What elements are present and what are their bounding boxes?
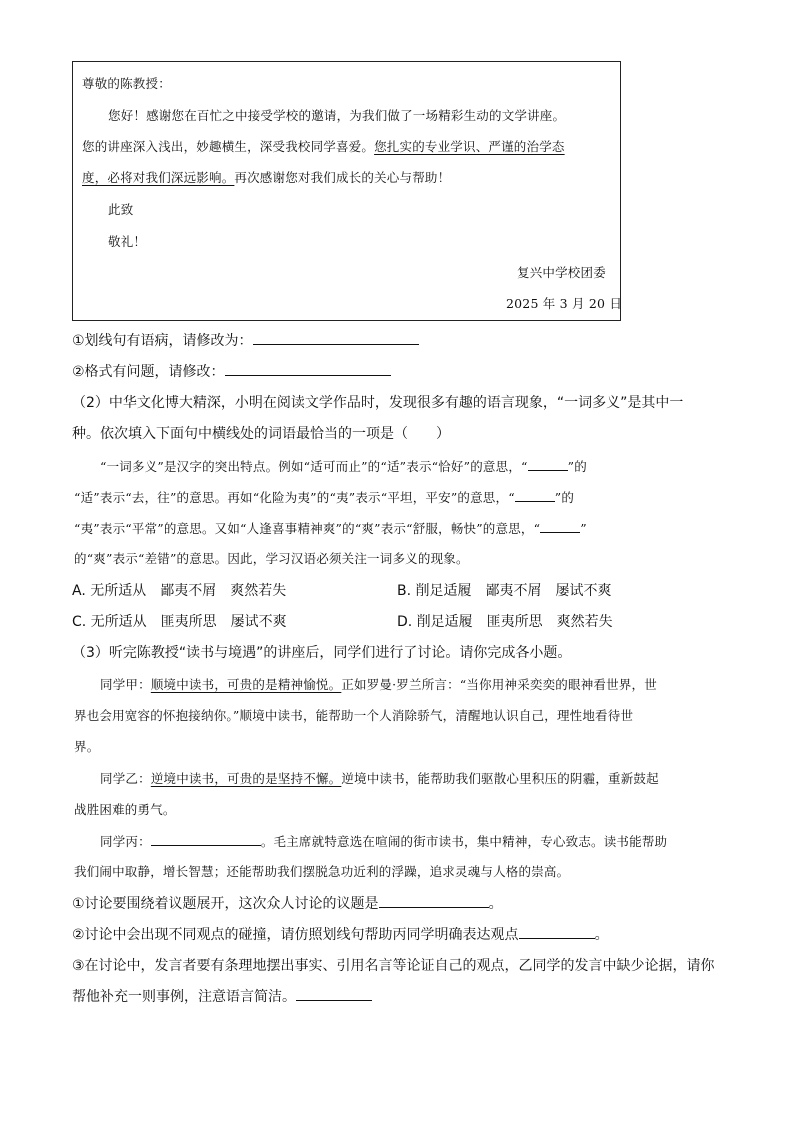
q1-item-2-text: ②格式有问题，请修改：: [72, 364, 225, 380]
q3-item-2-text: ②讨论中会出现不同观点的碰撞，请仿照划线句帮助丙同学明确表达观点: [72, 927, 519, 943]
letter-line-2-text: 您的讲座深入浅出，妙趣横生，深受我校同学喜爱。: [82, 139, 375, 154]
q2-passage-line-1: [100, 456, 587, 475]
letter-line-3-text: 再次感谢您对我们成长的关心与帮助！: [234, 170, 451, 185]
q3-item-3-text: 帮他补充一则事例，注意语言简洁。: [72, 989, 296, 1005]
q3-item-1-end: 。: [488, 896, 503, 912]
letter-salutation: 尊敬的陈教授：: [82, 76, 171, 91]
q2-stem-line-2: 种。依次填入下面句中横线处的词语最恰当的一项是（ ）: [72, 426, 450, 442]
underlined-sentence-part-2: 度，必将对我们深远影响。: [82, 170, 235, 185]
passage-blank[interactable]: [540, 518, 580, 533]
answer-blank[interactable]: [296, 986, 372, 1001]
option-d[interactable]: D. 削足适履 匪夷所思 爽然若失: [397, 614, 613, 630]
q3-item-1-text: ①讨论要围绕着议题展开，这次众人讨论的议题是: [72, 896, 379, 912]
student-label: 同学甲：: [100, 677, 151, 692]
option-a[interactable]: A. 无所适从 鄙夷不屑 爽然若失: [72, 583, 287, 599]
option-b[interactable]: B. 削足适履 鄙夷不屑 屡试不爽: [397, 583, 612, 599]
q2-passage-text: ”: [580, 521, 587, 536]
letter-paragraph-1: 您好！感谢您在百忙之中接受学校的邀请，为我们做了一场精彩生动的文学讲座。: [108, 108, 566, 123]
student-yi-viewpoint: 逆境中读书，可贵的是坚持不懈。: [150, 771, 342, 786]
student-jia-line-3: 界。: [74, 739, 100, 754]
underlined-sentence-part-1: 您扎实的专业学识、严谨的治学态: [374, 139, 565, 154]
q1-item-1: [72, 330, 419, 350]
student-yi-text: 逆境中读书，能帮助我们驱散心里积压的阴霾，重新鼓起: [341, 771, 659, 786]
student-jia-line-2: 界也会用宽容的怀抱接纳你。”顺境中读书，能帮助一个人消除骄气，清醒地认识自己，理性地看待世: [74, 708, 634, 723]
student-bing-blank[interactable]: [151, 831, 261, 846]
letter-box: [72, 61, 621, 321]
q3-item-3-line-2: [72, 986, 372, 1006]
answer-blank[interactable]: [225, 361, 391, 376]
q2-passage-text: “适”表示“去，往”的意思。再如“化险为夷”的“夷”表示“平坦，平安”的意思，“: [74, 490, 515, 505]
student-yi-line-1: [100, 769, 659, 787]
q2-stem-line-1: （2）中华文化博大精深，小明在阅读文学作品时，发现很多有趣的语言现象，“一词多义”是其中一: [72, 395, 684, 411]
student-yi-line-2: 战胜困难的勇气。: [74, 802, 176, 817]
q1-item-2: [72, 361, 391, 381]
answer-blank[interactable]: [519, 924, 595, 939]
q3-item-2-end: 。: [594, 927, 609, 943]
answer-blank[interactable]: [379, 893, 489, 908]
letter-signature: 复兴中学校团委: [517, 265, 606, 280]
student-jia-text: 正如罗曼·罗兰所言：“当你用神采奕奕的眼神看世界，世: [341, 677, 657, 692]
letter-line-3: [82, 168, 450, 186]
q2-passage-line-2: [74, 487, 574, 506]
letter-closing-1: 此致: [108, 202, 134, 217]
q2-passage-text: “夷”表示“平常”的意思。又如“人逢喜事精神爽”的“爽”表示“舒服，畅快”的意思，“: [74, 521, 541, 536]
student-label: 同学乙：: [100, 771, 151, 786]
letter-date: 2025 年 3 月 20 日: [506, 296, 623, 311]
student-jia-line-1: [100, 675, 657, 693]
answer-blank[interactable]: [253, 330, 419, 345]
letter-closing-2: 敬礼！: [108, 234, 147, 249]
q3-intro: （3）听完陈教授“读书与境遇”的讲座后，同学们进行了讨论。请你完成各小题。: [72, 645, 572, 661]
q2-passage-text: ”的: [567, 459, 587, 474]
passage-blank[interactable]: [528, 456, 568, 471]
passage-blank[interactable]: [515, 487, 555, 502]
q2-passage-line-3: [74, 518, 587, 537]
option-c[interactable]: C. 无所适从 匪夷所思 屡试不爽: [72, 614, 287, 630]
q2-passage-text: ”的: [554, 490, 575, 505]
q3-item-1: [72, 893, 503, 913]
student-bing-line-1: [100, 831, 667, 850]
q2-passage-line-4: 的“爽”表示“差错”的意思。因此，学习汉语必须关注一词多义的现象。: [74, 551, 469, 566]
q3-item-2: [72, 924, 609, 944]
q3-item-3-line-1: ③在讨论中，发言者要有条理地摆出事实、引用名言等论证自己的观点，乙同学的发言中缺少论据，请你: [72, 958, 715, 974]
student-label: 同学丙：: [100, 834, 151, 849]
student-bing-line-2: 我们闹中取静，增长智慧；还能帮助我们摆脱急功近利的浮躁，追求灵魂与人格的崇高。: [74, 864, 570, 879]
student-bing-text: 。毛主席就特意选在喧闹的街市读书，集中精神，专心致志。读书能帮助: [260, 834, 668, 849]
q1-item-1-text: ①划线句有语病，请修改为：: [72, 333, 253, 349]
q2-passage-text: “一词多义”是汉字的突出特点。例如“适可而止”的“适”表示“恰好”的意思，“: [100, 459, 528, 474]
letter-line-2: [82, 137, 565, 155]
student-jia-viewpoint: 顺境中读书，可贵的是精神愉悦。: [150, 677, 342, 692]
